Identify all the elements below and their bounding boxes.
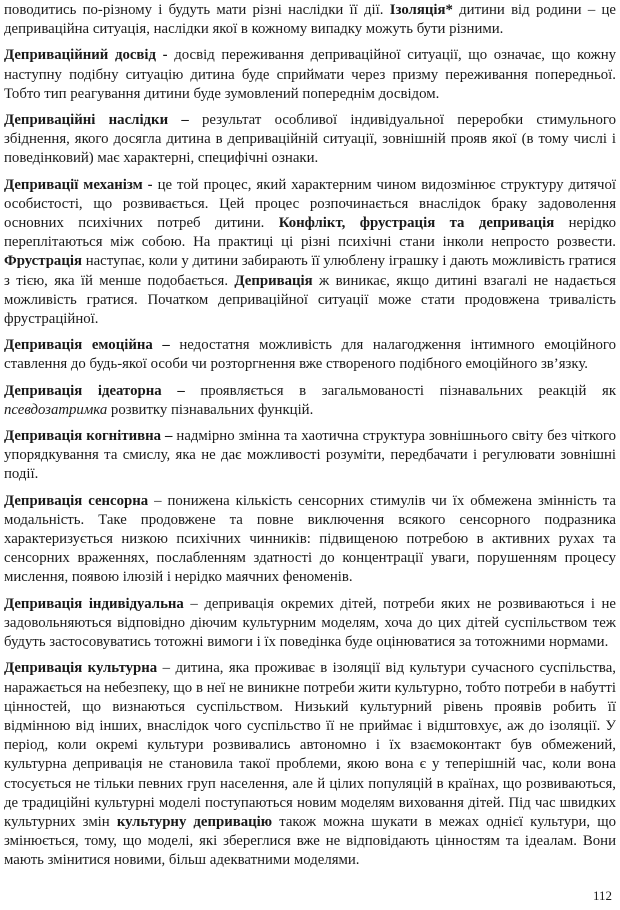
paragraph-text: досвід переживання депривацiйної ситуації, що означає, що кожну наступну подібну ситуацію дитина буде сприймати через призму переживання попередньої. Тобто тип реагування дитини буде зумовлений попереднім досвідом. (4, 47, 617, 102)
term-bold: Депривація індивідуальна (4, 595, 184, 612)
paragraph-text: – понижена кількість сенсорних стимулів чи їх обмежена змінність та модальність. Таке продовжене та повне виключення всякого сенсорного подразника характеризується низкою психічних чинників: підвищеною потребою в активних рухах та сенсорних враженнях, послабленням здатності до концентрації уваги, порушенням процесу мислення, появою ілюзій і нерідко маячних феноменів. (4, 492, 616, 586)
term-bold: Депривація (234, 272, 313, 289)
page-content (4, 1, 616, 871)
term-bold: Депривація емоційна – (4, 337, 170, 354)
paragraph (4, 427, 616, 485)
term-bold: Конфлікт, фрустрація та депривація (278, 215, 555, 232)
paragraph-text: нерідко переплітаються між собою. На практиці ці різні психічні стани інколи непросто розвести. (4, 215, 616, 251)
paragraph-text: недостатня можливість для налагодження інтимного емоційного ставлення до будь-якої особи чи розторгнення вже створеного подібного емоційного зв’язку. (4, 337, 616, 373)
paragraph-text: надмірно змінна та хаотична структура зовнішнього світу без чіткого упорядкування та смислу, яка не дає можливості розуміти, передбачати і регулювати зовнішні події. (4, 428, 616, 483)
paragraph-text: – дитина, яка проживає в ізоляції від культури сучасного суспільства, наражається на небезпеку, що в неї не виникне потреби жити культурно, тобто потреби в набутті цінностей, що визнаються суспільством. Низький культурний рівень проявів робить її відмінною від інших, внаслідок чого суспільство її не приймає і відштовхує, аж до ізоляції. У період, коли окремі культури розвивались автономно і їх взаємоконтакт був обмежений, культурна депривація не становила такої проблеми, якою вона є у теперішній час, коли вона стосується не тільки певних груп населення, але й цілих популяцій в країнах, що розвиваються, де традиційні культурні моделі поступаються новим моделям виховання дітей. Під час швидких культурних змін (4, 660, 616, 830)
paragraph (4, 659, 616, 870)
term-bold: Депривація сенсорна (4, 492, 149, 509)
term-bold: Ізоляція* (389, 2, 453, 18)
paragraph-text: також можна шукати в межах однієї культури, що змінюється, тому, що моделі, які збереглися вже не відповідають цінностям та ідеалам. Вони мають змінитися новими, більш адекватними моделями. (4, 813, 617, 869)
term-bold: Фрустрація (4, 253, 82, 270)
term-bold: Депривацiйний досвід - (4, 47, 168, 64)
paragraph (4, 382, 616, 420)
paragraph (4, 111, 616, 169)
paragraph-text: дитини від родини – це депривацiйна ситуація, наслідки якої в кожному випадку можуть бути різними. (4, 2, 616, 38)
paragraph (4, 46, 616, 104)
paragraph-text: поводитись по-різному і будуть мати різні наслідки її дії. (4, 2, 390, 18)
term-bold: культурну депривацію (116, 813, 273, 830)
term-bold: Депривації механізм - (4, 176, 153, 193)
paragraph-text: ж виникає, якщо дитині взагалі не надається можливість гратися. Початком депривацiйної ситуації може стати продовжена тривалість фрустраційної. (4, 272, 616, 328)
paragraph (4, 1, 616, 39)
paragraph-text: це той процес, який характерним чином видозмінює структуру дитячої особистості, що розвивається. Цей процес розпочинається внаслідок браку задоволення основних психічних потреб дитини. (4, 176, 617, 232)
paragraph (4, 336, 616, 374)
paragraph (4, 176, 616, 330)
paragraph-text: – депривація окремих дітей, потреби яких не розвиваються і не задовольняються відповідно діючим культурним моделям, хоча до цих дітей суспільством теж будуть застосовуватись тотожні вимоги і їх поведінка буде оцінюватися за тотожними нормами. (4, 595, 616, 651)
term-bold: Депривація культурна (4, 660, 158, 677)
paragraph-text: розвитку пізнавальних функцій. (107, 401, 314, 418)
paragraph (4, 595, 616, 653)
paragraph-text: проявляється в загальмованості пізнавальних реакцій як (184, 382, 617, 399)
paragraph-text: результат особливої індивідуальної переробки стимульного збіднення, якого досягла дитина в депривацiйній ситуації, зовнішній прояв якої (в тому числі і поведінковий) має характерні, специфічні ознаки. (4, 112, 616, 167)
paragraph-text: наступає, коли у дитини забирають її улюблену іграшку і дають можливість гратися з тією, яка їй менше подобається. (4, 253, 616, 289)
term-bold: Депривація ідеаторна – (4, 382, 185, 399)
term-bold: Депривацiйні наслідки – (4, 112, 189, 129)
paragraph (4, 492, 616, 588)
page-number: 112 (592, 888, 612, 903)
term-italic: псевдозатримка (4, 401, 108, 418)
term-bold: Депривація когнітивна – (4, 428, 173, 445)
